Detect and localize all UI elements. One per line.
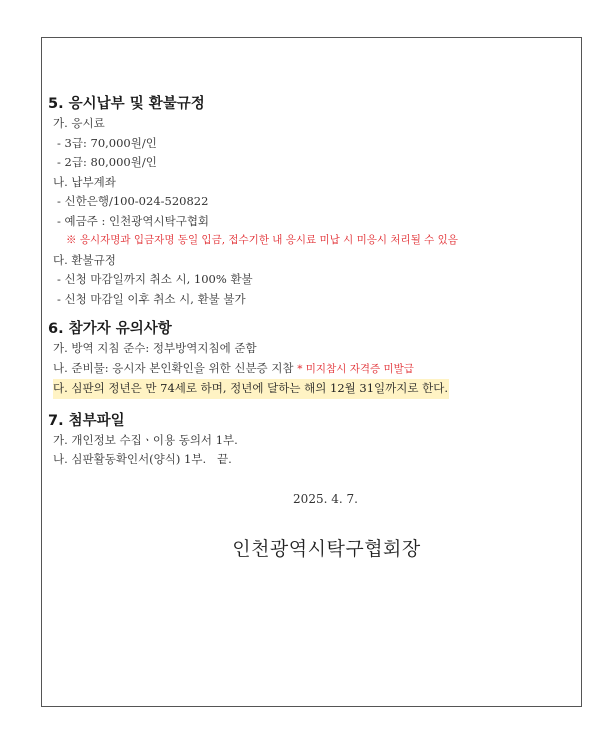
retirement-highlight: 다. 심판의 정년은 만 74세로 하며, 정년에 달하는 해의 12월 31일까지로 한다. — [53, 379, 449, 399]
document-date: 2025. 4. 7. — [293, 491, 358, 506]
quarantine-rule: 가. 방역 지침 준수: 정부방역지침에 준함 — [53, 341, 257, 355]
supplies-rule — [48, 359, 575, 380]
refund-rule-2: - 신청 마감일 이후 취소 시, 환불 불가 — [57, 291, 246, 306]
bank-account: - 신한은행/100-024-520822 — [57, 194, 209, 208]
supplies-note: * 미지참시 자격증 미발급 — [297, 362, 414, 375]
document-page — [41, 37, 582, 707]
document-content — [48, 94, 575, 561]
attachment-activity-form: 나. 심판활동확인서(양식) 1부. 끝. — [53, 452, 232, 466]
fee-heading: 가. 응시료 — [53, 116, 105, 130]
fee-grade-3: - 3급: 70,000원/인 — [57, 135, 157, 150]
account-holder: - 예금주 : 인천광역시탁구협회 — [57, 213, 210, 228]
fee-grade-2: - 2급: 80,000원/인 — [57, 155, 157, 169]
refund-heading: 다. 환불규정 — [53, 252, 116, 267]
signature-line: 인천광역시탁구협회장 — [232, 537, 421, 560]
supplies-text: 나. 준비물: 응시자 본인확인을 위한 신분증 지참 — [53, 360, 294, 375]
section-7-title: 7. 첨부파일 — [48, 412, 125, 429]
attachment-privacy-consent: 가. 개인정보 수집ㆍ이용 동의서 1부. — [53, 432, 238, 447]
payment-warning: ※ 응시자명과 입금자명 동일 입금, 접수기한 내 응시료 미납 시 미응시 처리될 수 있음 — [66, 234, 458, 246]
section-5-title: 5. 응시납부 및 환불규정 — [48, 96, 205, 112]
refund-rule-1: - 신청 마감일까지 취소 시, 100% 환불 — [57, 272, 253, 286]
account-heading: 나. 납부계좌 — [53, 174, 116, 189]
retirement-rule — [48, 379, 575, 399]
section-6-title: 6. 참가자 유의사항 — [48, 321, 172, 337]
